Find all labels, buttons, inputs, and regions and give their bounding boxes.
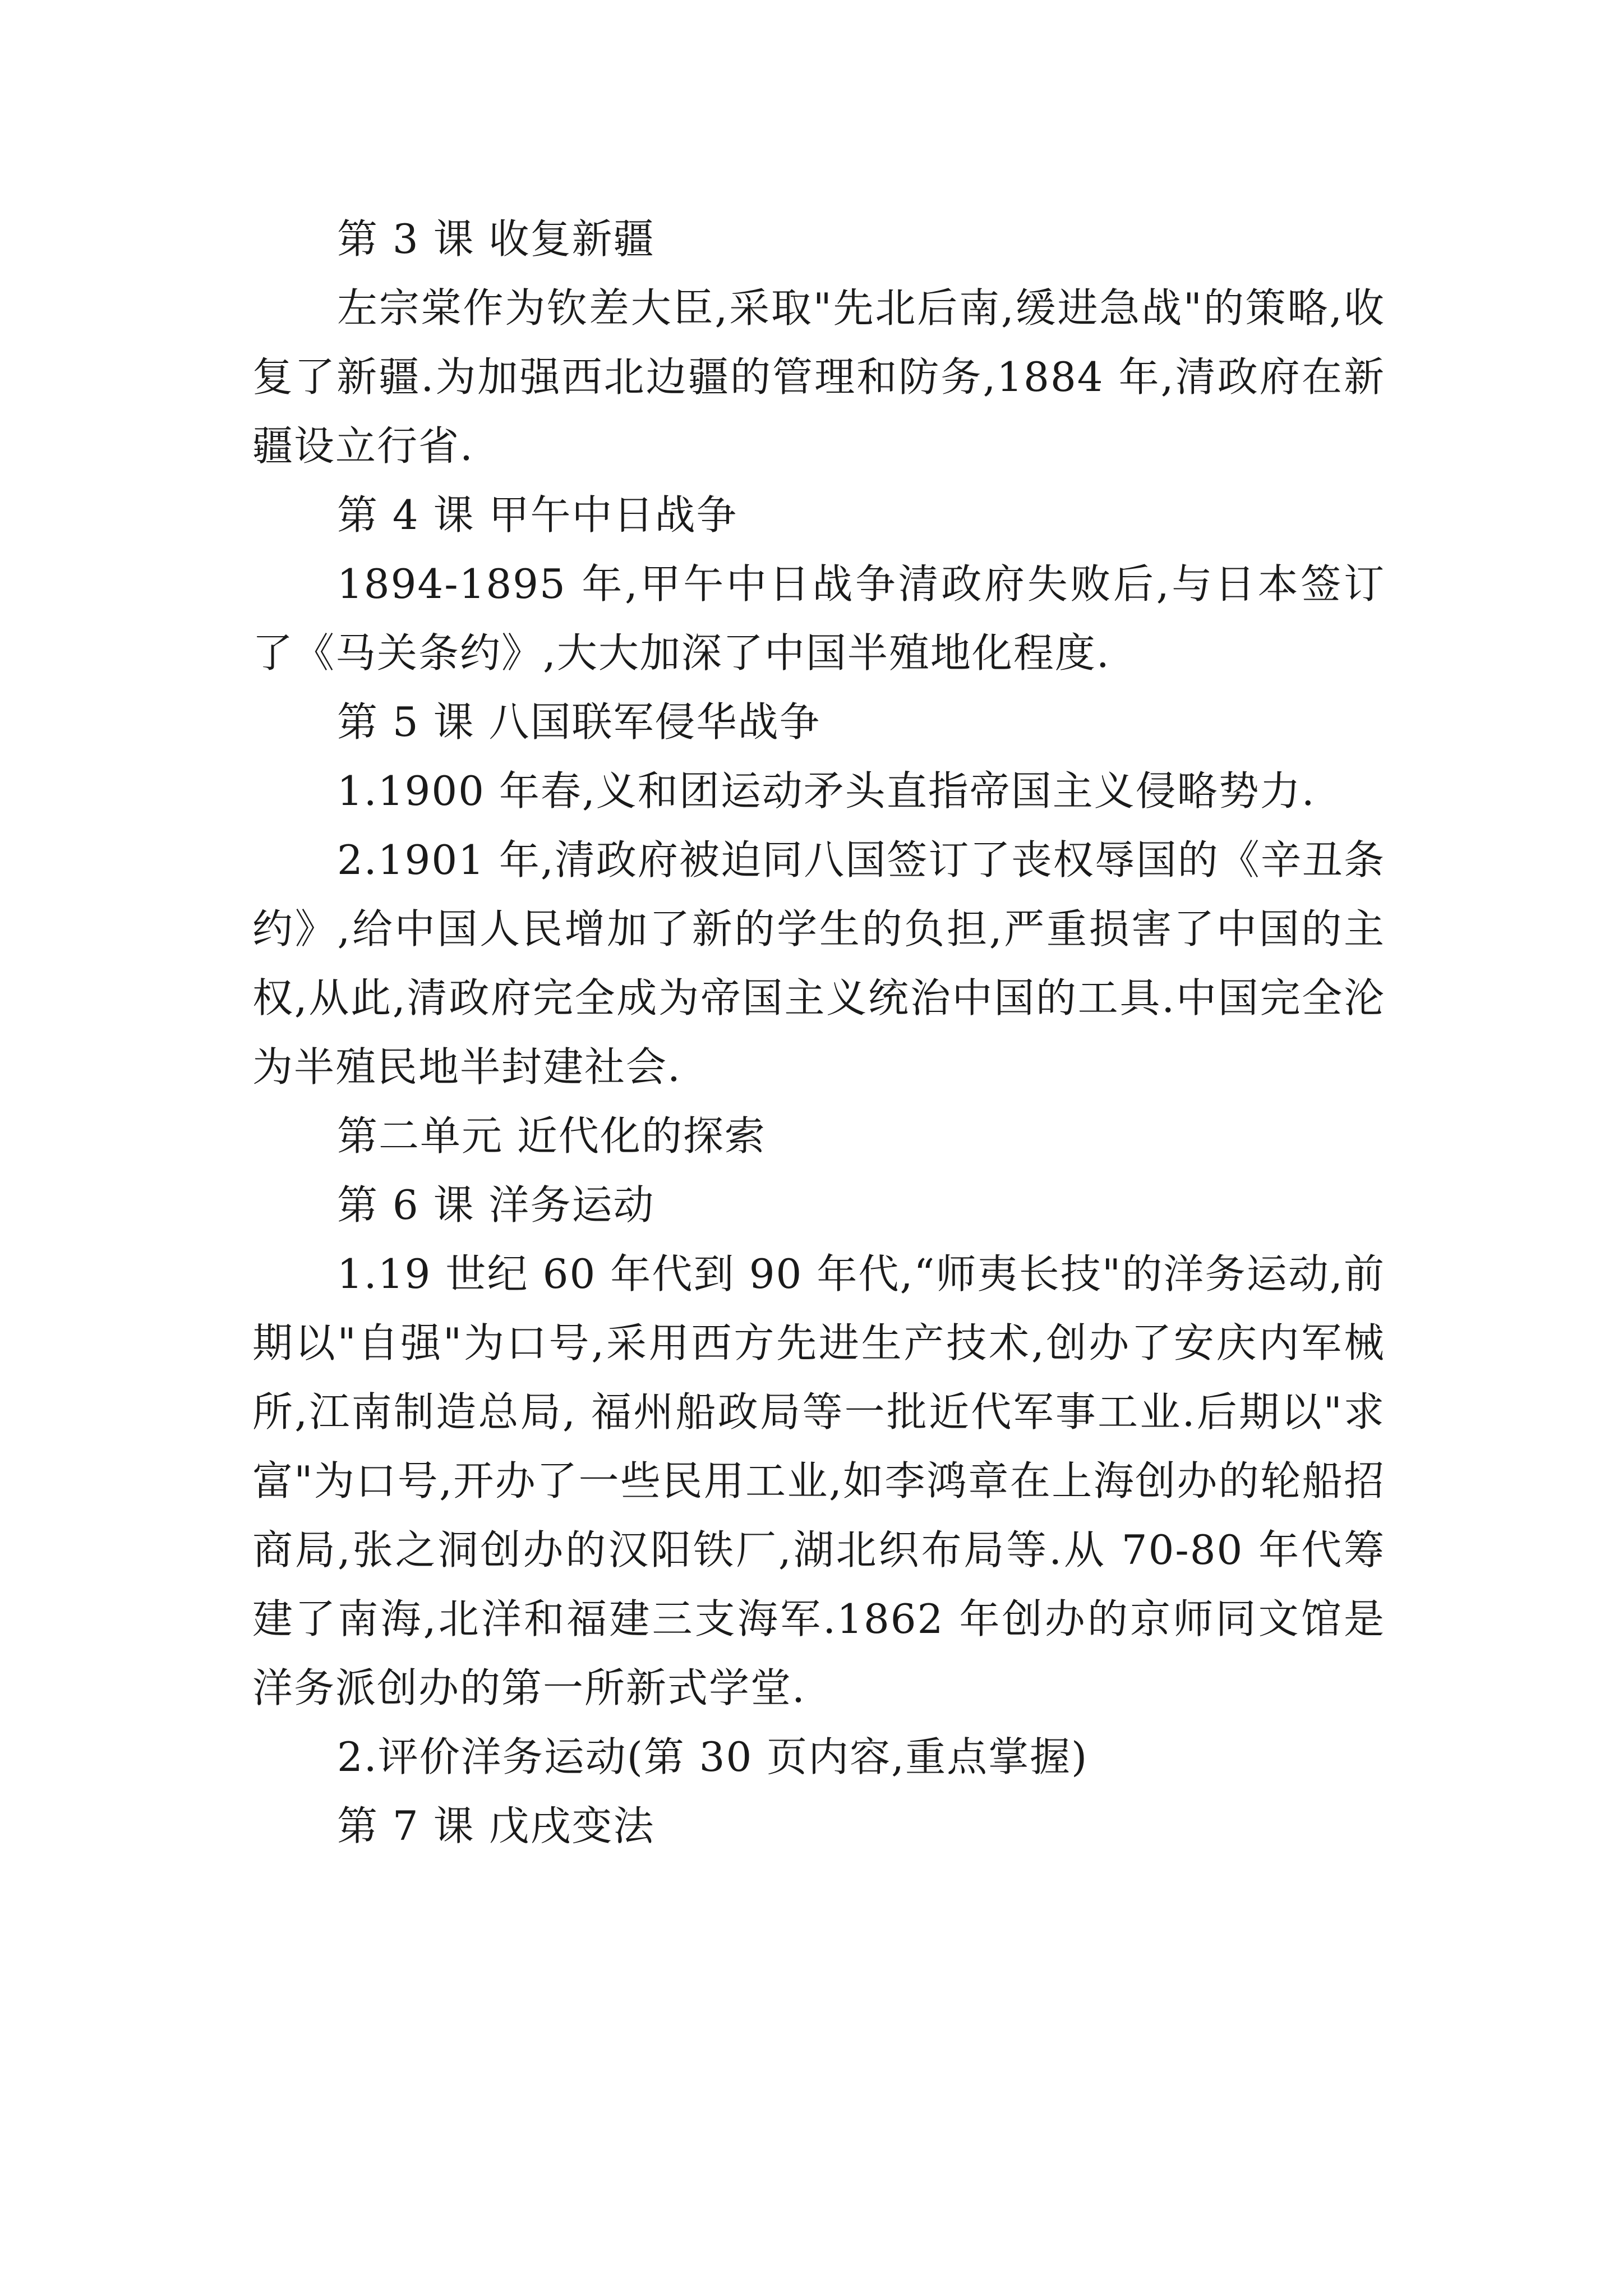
paragraph-evaluation: 2.评价洋务运动(第 30 页内容,重点掌握) [337, 1733, 1089, 1780]
lesson-heading-3: 第 3 课 收复新疆 [337, 215, 655, 263]
paragraph-boxer-protocol: 2.1901 年,清政府被迫同八国签订了丧权辱国的《辛丑条约》,给中国人民增加了新的学生的负担,严重损害了中国的主权,从此,清政府完全成为帝国主义统治中国的工具.中国完全沦为半殖民地半封建社会. [252, 836, 1385, 1091]
paragraph-boxer-movement: 1.1900 年春,义和团运动矛头直指帝国主义侵略势力. [337, 767, 1316, 815]
paragraph-sino-japanese-war: 1894-1895 年,甲午中日战争清政府失败后,与日本签订了《马关条约》,大大加深了中国半殖地化程度. [252, 560, 1385, 677]
paragraph-xinjiang: 左宗棠作为钦差大臣,采取"先北后南,缓进急战"的策略,收复了新疆.为加强西北边疆的管理和防务,1884 年,清政府在新疆设立行省. [252, 284, 1385, 470]
unit-heading-2: 第二单元 近代化的探索 [337, 1112, 766, 1159]
lesson-heading-5: 第 5 课 八国联军侵华战争 [337, 698, 821, 746]
lesson-heading-7: 第 7 课 戊戌变法 [337, 1802, 655, 1849]
lesson-heading-6: 第 6 课 洋务运动 [337, 1181, 655, 1228]
paragraph-self-strengthening: 1.19 世纪 60 年代到 90 年代,“师夷长技"的洋务运动,前期以"自强"为口号,采用西方先进生产技术,创办了安庆内军械所,江南制造总局, 福州船政局等一批近代军事工业.后期以"求富"为口号,开办了一些民用工业,如李鸿章在上海创办的轮船招商局,张之洞创办的汉阳铁厂,湖北织布局等.从 70-80 年代筹建了南海,北洋和福建三支海军.1862 年创办的京师同文馆是洋务派创办的第一所新式学堂. [252, 1250, 1385, 1711]
lesson-heading-4: 第 4 课 甲午中日战争 [337, 491, 738, 539]
document-body [252, 205, 1385, 1861]
